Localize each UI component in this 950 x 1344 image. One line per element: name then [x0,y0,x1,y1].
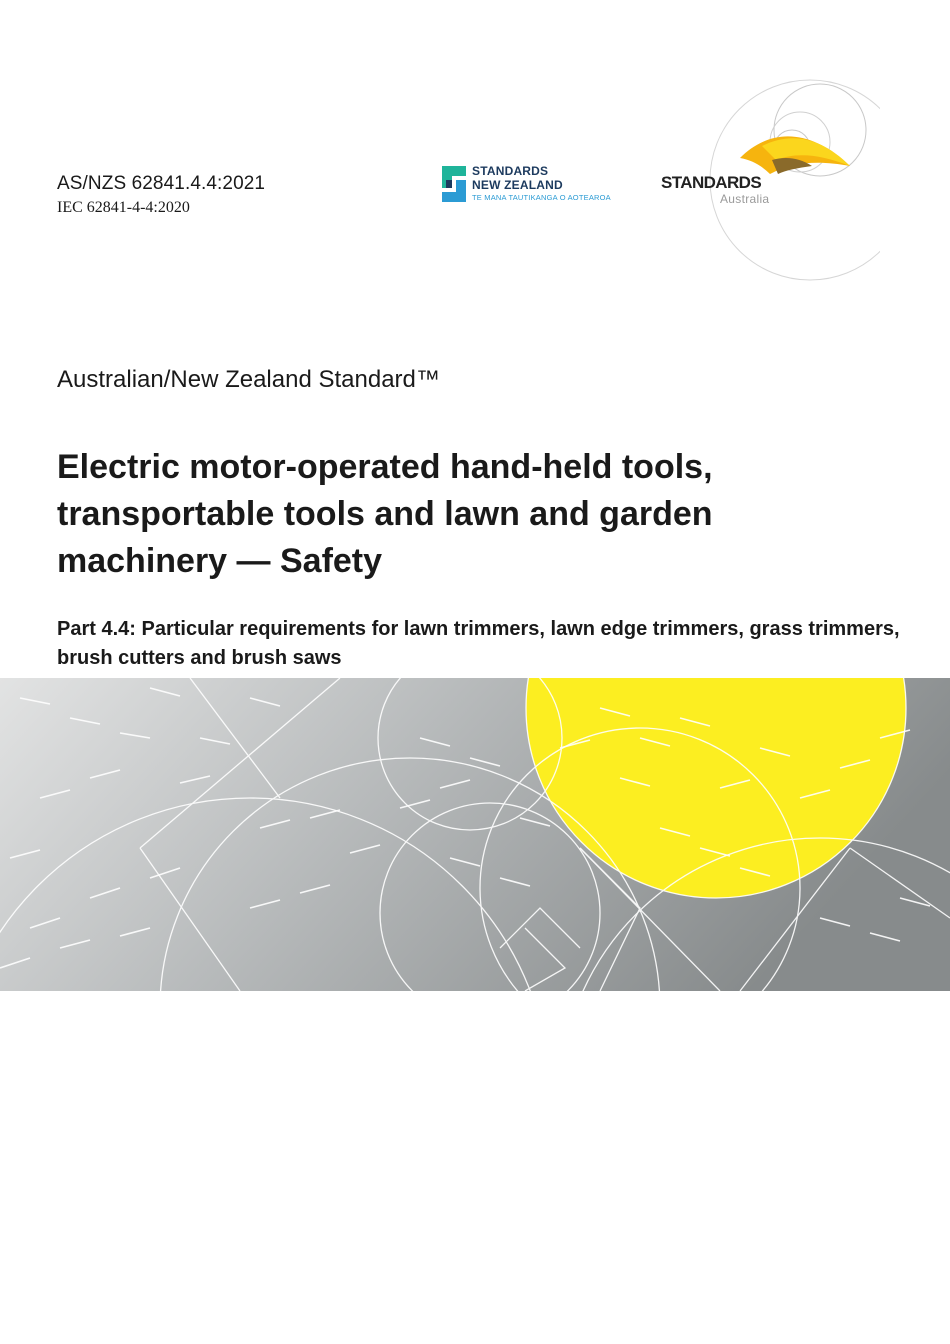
document-category: Australian/New Zealand Standard™ [57,366,440,393]
standards-nz-mark-icon [442,166,466,202]
standards-nz-logo [442,164,642,208]
standards-australia-wordmark: STANDARDS [661,173,762,192]
document-title: Electric motor-operated hand-held tools, transportable tools and lawn and garden machinery — Safety [57,448,713,580]
decorative-banner-graphic [0,678,950,991]
standards-nz-line1: STANDARDS [472,164,549,178]
standards-nz-line2: NEW ZEALAND [472,178,563,192]
standards-nz-tagline: TE MANA TAUTIKANGA O AOTEAROA [472,193,611,202]
standard-number: AS/NZS 62841.4.4:2021 [57,173,266,194]
standards-australia-subline: Australia [720,192,770,206]
document-part-title: Part 4.4: Particular requirements for lawn trimmers, lawn edge trimmers, grass trimmers, brush cutters and brush saws [57,618,900,669]
iec-number: IEC 62841-4-4:2020 [57,199,190,216]
